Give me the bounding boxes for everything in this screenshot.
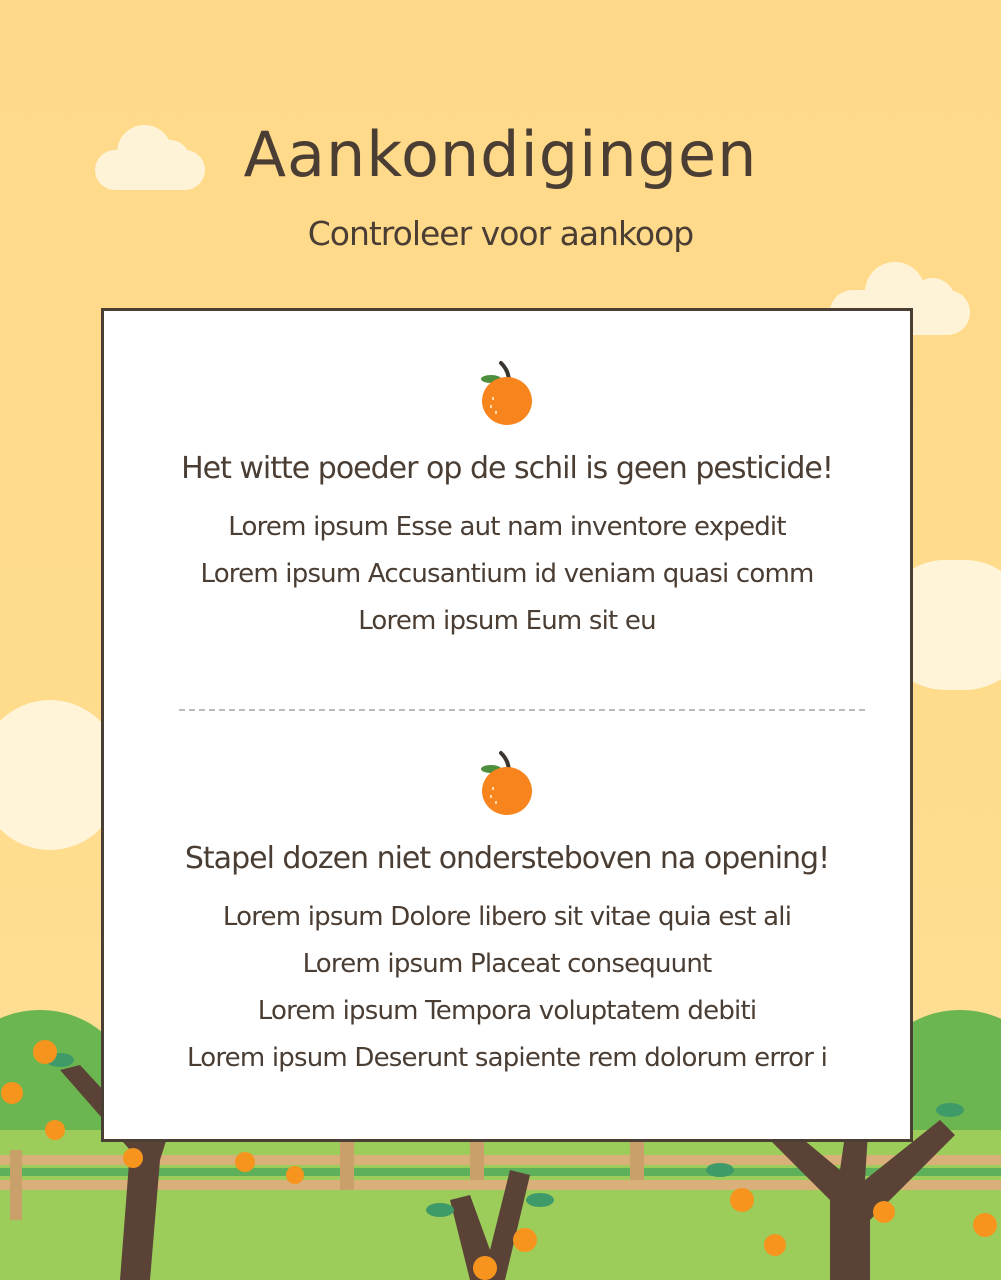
notice-line: Lorem ipsum Dolore libero sit vitae quia est ali	[222, 902, 792, 932]
notice-line: Lorem ipsum Eum sit eu	[358, 606, 656, 636]
notice-heading: Stapel dozen niet ondersteboven na opening!	[184, 841, 830, 876]
announcement-card	[101, 308, 913, 1142]
notice-1	[104, 359, 910, 645]
notice-line: Lorem ipsum Esse aut nam inventore expedit	[228, 512, 786, 542]
notice-line: Lorem ipsum Placeat consequunt	[302, 949, 712, 979]
notice-2	[104, 749, 910, 1082]
page-title: Aankondigingen	[243, 118, 758, 191]
notice-line: Lorem ipsum Tempora voluptatem debiti	[257, 996, 757, 1026]
notice-line: Lorem ipsum Deserunt sapiente rem dolorum error i	[186, 1043, 828, 1073]
orange-icon	[477, 749, 537, 817]
notice-body	[104, 504, 910, 645]
divider	[179, 709, 865, 711]
notice-line: Lorem ipsum Accusantium id veniam quasi comm	[200, 559, 814, 589]
orange-icon	[477, 359, 537, 427]
notice-heading: Het witte poeder op de schil is geen pesticide!	[181, 451, 833, 486]
notice-body	[104, 894, 910, 1082]
page-subtitle: Controleer voor aankoop	[307, 214, 694, 253]
